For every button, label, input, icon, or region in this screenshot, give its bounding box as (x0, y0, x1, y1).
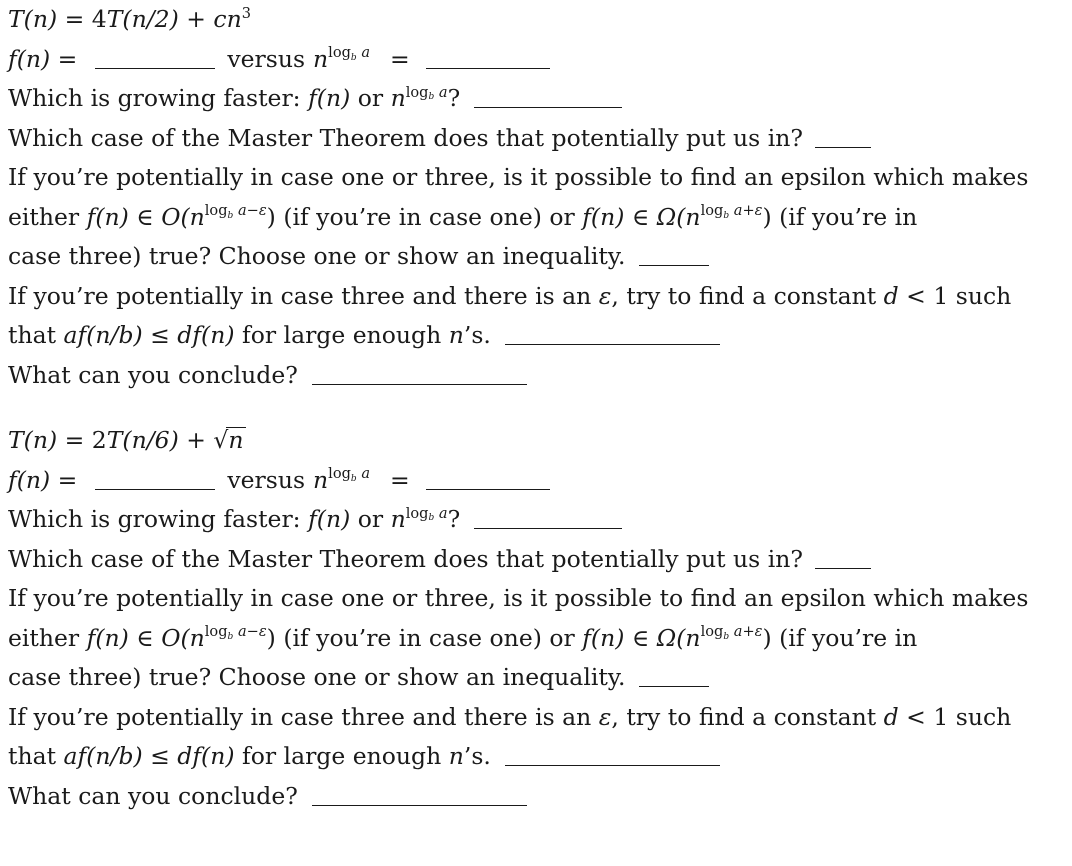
versus-text: versus (227, 465, 306, 494)
recurrence-lhs: T(n) (8, 426, 58, 454)
conclude-question (8, 777, 1048, 817)
term-exponent: 3 (241, 4, 251, 22)
d-constant: d (883, 702, 899, 731)
d-question-line1 (8, 698, 1048, 738)
d-eps: ε (598, 702, 612, 731)
equals-sign: = (57, 5, 92, 33)
faster-nlog-base: n (390, 84, 406, 112)
apostrophe-s: ’s. (463, 742, 491, 770)
d-eps: ε (598, 281, 612, 310)
d-question-line2 (8, 737, 1048, 777)
faster-nlog-sub: b (428, 92, 435, 103)
big-o-close: ) (266, 202, 276, 231)
big-o-sub: b (227, 210, 234, 221)
f-label: f(n) = (8, 44, 78, 73)
d-less-than: < 1 such (898, 702, 1012, 731)
either-text: either (8, 623, 80, 652)
versus-text: versus (227, 44, 306, 73)
either-text: either (8, 202, 80, 231)
problem-2 (8, 421, 1048, 816)
big-o-a: a (237, 623, 247, 641)
term-constant: c (213, 5, 227, 33)
big-o-close: ) (266, 623, 276, 652)
nlog-sub: b (350, 52, 357, 63)
big-omega-log: log (700, 202, 724, 220)
recurrence-call: T(n/6) (106, 426, 179, 454)
epsilon-question-end: case three) true? Choose one or show an inequality. (8, 242, 626, 270)
element-of-1: ∈ (136, 202, 154, 231)
faster-or: or (357, 84, 384, 112)
element-of-2: ∈ (631, 202, 650, 231)
epsilon-answer-blank[interactable] (639, 660, 709, 687)
big-o-a: a (237, 202, 247, 220)
term-variable: n (226, 5, 242, 33)
d-question-text-b: , try to find a constant (611, 281, 877, 310)
radical-sign-icon: √ (213, 426, 229, 454)
nlog-base: n (313, 465, 329, 494)
eps-f-2: f(n) (582, 202, 625, 231)
faster-nlog-sub: b (428, 513, 435, 524)
d-constant: d (883, 281, 899, 310)
faster-answer-blank[interactable] (474, 502, 622, 529)
case-question (8, 119, 1048, 159)
big-omega: Ω(n (656, 202, 701, 231)
large-enough-text: for large enough (242, 742, 442, 770)
epsilon-question-end: case three) true? Choose one or show an inequality. (8, 663, 626, 691)
faster-nlog-a: a (438, 504, 448, 522)
case-three-note: (if you’re in (779, 623, 918, 652)
d-question-text: If you’re potentially in case three and there is an (8, 702, 592, 731)
f-versus-line (8, 461, 1048, 501)
big-omega-plus-eps: +ε (742, 202, 763, 220)
problem-1 (8, 0, 1048, 395)
epsilon-question-text: If you’re potentially in case one or three, is it possible to find an epsilon which makes (8, 584, 1029, 612)
epsilon-question-line1 (8, 579, 1048, 619)
equals-sign: = (57, 426, 92, 454)
radicand: n (228, 426, 244, 454)
case-three-note: (if you’re in (779, 202, 918, 231)
faster-suffix: ? (447, 84, 461, 112)
recurrence-call: T(n/2) (106, 5, 179, 33)
big-o-log: log (204, 202, 228, 220)
element-of-2: ∈ (631, 623, 650, 652)
nlog-answer-blank[interactable] (426, 42, 550, 69)
case-question-text: Which case of the Master Theorem does that potentially put us in? (8, 123, 803, 152)
d-less-than: < 1 such (898, 281, 1012, 310)
case-question (8, 540, 1048, 580)
eps-f-2: f(n) (582, 623, 625, 652)
that-text: that (8, 321, 57, 349)
recurrence-coefficient: 4 (91, 5, 107, 33)
epsilon-question-line3 (8, 658, 1048, 698)
conclude-text: What can you conclude? (8, 360, 298, 389)
faster-prefix: Which is growing faster: (8, 505, 301, 533)
conclude-text: What can you conclude? (8, 781, 298, 810)
big-omega-plus-eps: +ε (742, 623, 763, 641)
faster-nlog-log: log (405, 504, 429, 522)
faster-or: or (357, 505, 384, 533)
d-question-line1 (8, 277, 1048, 317)
f-versus-line (8, 40, 1048, 80)
big-omega-a: a (733, 623, 743, 641)
epsilon-question-line3 (8, 237, 1048, 277)
plus-sign: + (178, 426, 214, 454)
nlog-answer-blank[interactable] (426, 463, 550, 490)
big-omega-sub: b (723, 210, 730, 221)
d-answer-blank[interactable] (505, 318, 720, 345)
conclude-question (8, 356, 1048, 396)
faster-nlog-a: a (438, 83, 448, 101)
nlog-a: a (361, 465, 371, 483)
big-o-minus-eps: −ε (246, 623, 267, 641)
big-o-sub: b (227, 631, 234, 642)
regularity-inequality: af(n/b) ≤ df(n) (63, 321, 235, 349)
recurrence-line (8, 421, 1048, 461)
d-answer-blank[interactable] (505, 739, 720, 766)
recurrence-coefficient: 2 (91, 426, 107, 454)
nlog-equals: = (390, 44, 410, 73)
large-enough-text: for large enough (242, 321, 442, 349)
faster-f: f(n) (308, 84, 351, 112)
faster-nlog-base: n (390, 505, 406, 533)
n-variable: n (448, 321, 464, 349)
big-o: O(n (161, 623, 205, 652)
faster-suffix: ? (447, 505, 461, 533)
nlog-equals: = (390, 465, 410, 494)
big-omega: Ω(n (656, 623, 701, 652)
f-answer-blank[interactable] (95, 463, 215, 490)
plus-sign: + (178, 5, 214, 33)
recurrence-lhs: T(n) (8, 5, 58, 33)
big-o-log: log (204, 623, 228, 641)
big-omega-sub: b (723, 631, 730, 642)
faster-answer-blank[interactable] (474, 81, 622, 108)
apostrophe-s: ’s. (463, 321, 491, 349)
big-omega-close: ) (762, 202, 772, 231)
case-question-text: Which case of the Master Theorem does that potentially put us in? (8, 544, 803, 573)
epsilon-question-line2 (8, 619, 1048, 659)
big-omega-log: log (700, 623, 724, 641)
square-root (213, 421, 245, 461)
epsilon-question-line1 (8, 158, 1048, 198)
nlog-sub: b (350, 473, 357, 484)
eps-f: f(n) (86, 202, 129, 231)
big-omega-close: ) (762, 623, 772, 652)
nlog-log: log (328, 44, 351, 62)
faster-nlog-log: log (405, 83, 429, 101)
epsilon-question-text: If you’re potentially in case one or three, is it possible to find an epsilon which makes (8, 163, 1029, 191)
case-answer-blank[interactable] (815, 121, 871, 148)
nlog-a: a (361, 44, 371, 62)
nlog-log: log (328, 465, 351, 483)
d-question-line2 (8, 316, 1048, 356)
faster-question (8, 500, 1048, 540)
big-o-minus-eps: −ε (246, 202, 267, 220)
that-text: that (8, 742, 57, 770)
nlog-base: n (313, 44, 329, 73)
d-question-text: If you’re potentially in case three and there is an (8, 281, 592, 310)
f-answer-blank[interactable] (95, 42, 215, 69)
faster-prefix: Which is growing faster: (8, 84, 301, 112)
case-one-note: (if you’re in case one) or (283, 623, 575, 652)
epsilon-answer-blank[interactable] (639, 239, 709, 266)
faster-question (8, 79, 1048, 119)
regularity-inequality: af(n/b) ≤ df(n) (63, 742, 235, 770)
f-label: f(n) = (8, 465, 78, 494)
case-one-note: (if you’re in case one) or (283, 202, 575, 231)
case-answer-blank[interactable] (815, 542, 871, 569)
big-omega-a: a (733, 202, 743, 220)
conclude-answer-blank[interactable] (312, 779, 527, 806)
n-variable: n (448, 742, 464, 770)
eps-f: f(n) (86, 623, 129, 652)
epsilon-question-line2 (8, 198, 1048, 238)
recurrence-line (8, 0, 1048, 40)
d-question-text-b: , try to find a constant (611, 702, 877, 731)
big-o: O(n (161, 202, 205, 231)
faster-f: f(n) (308, 505, 351, 533)
element-of-1: ∈ (136, 623, 154, 652)
conclude-answer-blank[interactable] (312, 358, 527, 385)
